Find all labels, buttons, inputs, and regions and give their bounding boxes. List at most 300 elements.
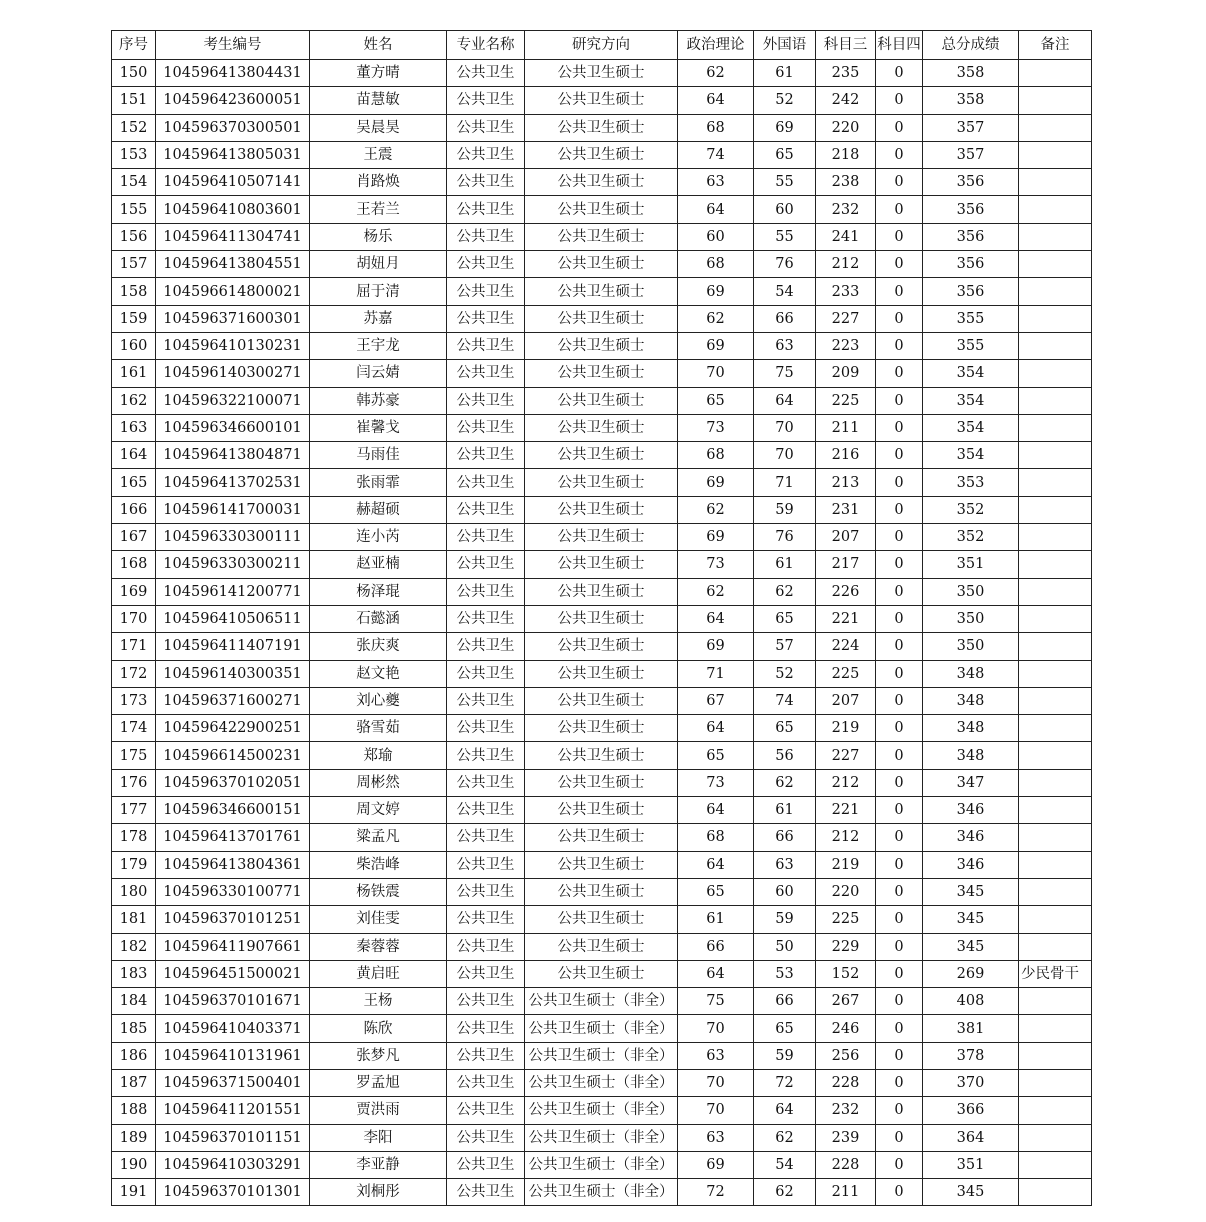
subject-four-score-cell: 0 [876, 305, 923, 332]
candidate-name-cell: 苗慧敏 [310, 87, 447, 114]
subject-three-score-cell: 211 [816, 1179, 876, 1206]
table-row [112, 278, 1092, 305]
subject-four-score-cell: 0 [876, 933, 923, 960]
politics-score-cell: 64 [678, 87, 754, 114]
candidate-name-cell: 胡妞月 [310, 251, 447, 278]
table-row [112, 442, 1092, 469]
subject-four-score-cell: 0 [876, 633, 923, 660]
total-score-cell: 364 [923, 1124, 1019, 1151]
politics-score-cell: 62 [678, 578, 754, 605]
remark-cell [1019, 551, 1092, 578]
serial-number-cell: 150 [112, 60, 156, 87]
politics-score-cell: 65 [678, 742, 754, 769]
remark-cell [1019, 87, 1092, 114]
major-name-cell: 公共卫生 [447, 988, 525, 1015]
major-name-cell: 公共卫生 [447, 1179, 525, 1206]
candidate-id-cell: 104596411407191 [156, 633, 310, 660]
remark-cell [1019, 469, 1092, 496]
research-direction-cell: 公共卫生硕士（非全） [525, 1015, 678, 1042]
serial-number-cell: 166 [112, 496, 156, 523]
subject-three-score-cell: 212 [816, 824, 876, 851]
remark-cell [1019, 1097, 1092, 1124]
politics-score-cell: 67 [678, 687, 754, 714]
major-name-cell: 公共卫生 [447, 1042, 525, 1069]
remark-cell [1019, 414, 1092, 441]
subject-four-score-cell: 0 [876, 360, 923, 387]
research-direction-cell: 公共卫生硕士 [525, 633, 678, 660]
subject-four-score-cell: 0 [876, 851, 923, 878]
subject-four-score-cell: 0 [876, 1042, 923, 1069]
foreign-language-score-cell: 50 [754, 933, 816, 960]
research-direction-cell: 公共卫生硕士 [525, 442, 678, 469]
table-row [112, 1151, 1092, 1178]
header-cell: 专业名称 [447, 31, 525, 60]
header-cell: 序号 [112, 31, 156, 60]
serial-number-cell: 174 [112, 715, 156, 742]
remark-cell [1019, 1179, 1092, 1206]
foreign-language-score-cell: 59 [754, 496, 816, 523]
foreign-language-score-cell: 76 [754, 524, 816, 551]
foreign-language-score-cell: 63 [754, 851, 816, 878]
total-score-cell: 353 [923, 469, 1019, 496]
research-direction-cell: 公共卫生硕士（非全） [525, 1069, 678, 1096]
politics-score-cell: 69 [678, 332, 754, 359]
subject-three-score-cell: 239 [816, 1124, 876, 1151]
subject-four-score-cell: 0 [876, 605, 923, 632]
politics-score-cell: 62 [678, 60, 754, 87]
politics-score-cell: 64 [678, 960, 754, 987]
politics-score-cell: 63 [678, 169, 754, 196]
research-direction-cell: 公共卫生硕士 [525, 196, 678, 223]
total-score-cell: 345 [923, 933, 1019, 960]
total-score-cell: 354 [923, 442, 1019, 469]
subject-three-score-cell: 238 [816, 169, 876, 196]
research-direction-cell: 公共卫生硕士（非全） [525, 988, 678, 1015]
serial-number-cell: 189 [112, 1124, 156, 1151]
candidate-name-cell: 骆雪茹 [310, 715, 447, 742]
table-row [112, 578, 1092, 605]
serial-number-cell: 163 [112, 414, 156, 441]
politics-score-cell: 69 [678, 469, 754, 496]
candidate-name-cell: 王震 [310, 141, 447, 168]
table-row [112, 551, 1092, 578]
politics-score-cell: 65 [678, 878, 754, 905]
foreign-language-score-cell: 62 [754, 769, 816, 796]
candidate-name-cell: 李阳 [310, 1124, 447, 1151]
research-direction-cell: 公共卫生硕士 [525, 141, 678, 168]
serial-number-cell: 151 [112, 87, 156, 114]
foreign-language-score-cell: 53 [754, 960, 816, 987]
subject-four-score-cell: 0 [876, 769, 923, 796]
subject-four-score-cell: 0 [876, 988, 923, 1015]
politics-score-cell: 64 [678, 851, 754, 878]
table-row [112, 141, 1092, 168]
total-score-cell: 358 [923, 60, 1019, 87]
research-direction-cell: 公共卫生硕士 [525, 769, 678, 796]
candidate-id-cell: 104596330300111 [156, 524, 310, 551]
serial-number-cell: 183 [112, 960, 156, 987]
subject-three-score-cell: 242 [816, 87, 876, 114]
candidate-id-cell: 104596330300211 [156, 551, 310, 578]
research-direction-cell: 公共卫生硕士（非全） [525, 1151, 678, 1178]
remark-cell [1019, 660, 1092, 687]
candidate-name-cell: 崔馨戈 [310, 414, 447, 441]
subject-three-score-cell: 227 [816, 742, 876, 769]
politics-score-cell: 64 [678, 797, 754, 824]
subject-four-score-cell: 0 [876, 387, 923, 414]
research-direction-cell: 公共卫生硕士 [525, 605, 678, 632]
candidate-id-cell: 104596140300271 [156, 360, 310, 387]
total-score-cell: 345 [923, 906, 1019, 933]
serial-number-cell: 165 [112, 469, 156, 496]
major-name-cell: 公共卫生 [447, 414, 525, 441]
remark-cell [1019, 114, 1092, 141]
remark-cell [1019, 824, 1092, 851]
foreign-language-score-cell: 64 [754, 1097, 816, 1124]
header-cell: 政治理论 [678, 31, 754, 60]
candidate-id-cell: 104596141700031 [156, 496, 310, 523]
total-score-cell: 352 [923, 496, 1019, 523]
total-score-cell: 381 [923, 1015, 1019, 1042]
score-table [111, 30, 1092, 1206]
total-score-cell: 408 [923, 988, 1019, 1015]
politics-score-cell: 62 [678, 305, 754, 332]
research-direction-cell: 公共卫生硕士（非全） [525, 1097, 678, 1124]
candidate-id-cell: 104596371600271 [156, 687, 310, 714]
major-name-cell: 公共卫生 [447, 169, 525, 196]
candidate-name-cell: 陈欣 [310, 1015, 447, 1042]
research-direction-cell: 公共卫生硕士 [525, 114, 678, 141]
header-row [112, 31, 1092, 60]
candidate-name-cell: 王宇龙 [310, 332, 447, 359]
table-row [112, 169, 1092, 196]
total-score-cell: 356 [923, 196, 1019, 223]
candidate-id-cell: 104596451500021 [156, 960, 310, 987]
serial-number-cell: 176 [112, 769, 156, 796]
candidate-name-cell: 刘桐彤 [310, 1179, 447, 1206]
table-row [112, 906, 1092, 933]
candidate-id-cell: 104596370101301 [156, 1179, 310, 1206]
politics-score-cell: 73 [678, 414, 754, 441]
serial-number-cell: 156 [112, 223, 156, 250]
candidate-name-cell: 杨泽琨 [310, 578, 447, 605]
subject-four-score-cell: 0 [876, 878, 923, 905]
serial-number-cell: 153 [112, 141, 156, 168]
table-row [112, 797, 1092, 824]
foreign-language-score-cell: 66 [754, 305, 816, 332]
candidate-id-cell: 104596413701761 [156, 824, 310, 851]
subject-three-score-cell: 217 [816, 551, 876, 578]
total-score-cell: 357 [923, 141, 1019, 168]
research-direction-cell: 公共卫生硕士 [525, 660, 678, 687]
politics-score-cell: 69 [678, 524, 754, 551]
candidate-id-cell: 104596413804871 [156, 442, 310, 469]
major-name-cell: 公共卫生 [447, 442, 525, 469]
major-name-cell: 公共卫生 [447, 960, 525, 987]
politics-score-cell: 70 [678, 1097, 754, 1124]
candidate-id-cell: 104596346600151 [156, 797, 310, 824]
foreign-language-score-cell: 61 [754, 551, 816, 578]
table-row [112, 660, 1092, 687]
subject-three-score-cell: 246 [816, 1015, 876, 1042]
candidate-name-cell: 黄启旺 [310, 960, 447, 987]
candidate-id-cell: 104596410130231 [156, 332, 310, 359]
foreign-language-score-cell: 69 [754, 114, 816, 141]
serial-number-cell: 185 [112, 1015, 156, 1042]
candidate-id-cell: 104596370101151 [156, 1124, 310, 1151]
candidate-name-cell: 刘佳雯 [310, 906, 447, 933]
subject-four-score-cell: 0 [876, 524, 923, 551]
table-row [112, 960, 1092, 987]
candidate-name-cell: 吴晨昊 [310, 114, 447, 141]
remark-cell [1019, 1124, 1092, 1151]
subject-four-score-cell: 0 [876, 742, 923, 769]
candidate-name-cell: 柴浩峰 [310, 851, 447, 878]
research-direction-cell: 公共卫生硕士 [525, 878, 678, 905]
foreign-language-score-cell: 61 [754, 797, 816, 824]
major-name-cell: 公共卫生 [447, 1069, 525, 1096]
total-score-cell: 348 [923, 687, 1019, 714]
foreign-language-score-cell: 65 [754, 1015, 816, 1042]
politics-score-cell: 70 [678, 360, 754, 387]
candidate-id-cell: 104596410507141 [156, 169, 310, 196]
total-score-cell: 357 [923, 114, 1019, 141]
foreign-language-score-cell: 71 [754, 469, 816, 496]
table-row [112, 715, 1092, 742]
foreign-language-score-cell: 75 [754, 360, 816, 387]
major-name-cell: 公共卫生 [447, 878, 525, 905]
header-cell: 考生编号 [156, 31, 310, 60]
major-name-cell: 公共卫生 [447, 1124, 525, 1151]
politics-score-cell: 75 [678, 988, 754, 1015]
serial-number-cell: 187 [112, 1069, 156, 1096]
subject-three-score-cell: 152 [816, 960, 876, 987]
major-name-cell: 公共卫生 [447, 496, 525, 523]
total-score-cell: 352 [923, 524, 1019, 551]
candidate-id-cell: 104596423600051 [156, 87, 310, 114]
candidate-name-cell: 屈于清 [310, 278, 447, 305]
serial-number-cell: 180 [112, 878, 156, 905]
subject-three-score-cell: 225 [816, 387, 876, 414]
research-direction-cell: 公共卫生硕士 [525, 387, 678, 414]
subject-four-score-cell: 0 [876, 715, 923, 742]
total-score-cell: 378 [923, 1042, 1019, 1069]
total-score-cell: 350 [923, 633, 1019, 660]
politics-score-cell: 73 [678, 551, 754, 578]
subject-three-score-cell: 226 [816, 578, 876, 605]
candidate-name-cell: 杨铁震 [310, 878, 447, 905]
table-body [112, 60, 1092, 1206]
politics-score-cell: 62 [678, 496, 754, 523]
subject-four-score-cell: 0 [876, 797, 923, 824]
politics-score-cell: 65 [678, 387, 754, 414]
table-row [112, 196, 1092, 223]
remark-cell [1019, 223, 1092, 250]
serial-number-cell: 158 [112, 278, 156, 305]
candidate-id-cell: 104596141200771 [156, 578, 310, 605]
table-row [112, 687, 1092, 714]
serial-number-cell: 159 [112, 305, 156, 332]
politics-score-cell: 70 [678, 1015, 754, 1042]
table-row [112, 305, 1092, 332]
subject-four-score-cell: 0 [876, 1151, 923, 1178]
subject-three-score-cell: 232 [816, 1097, 876, 1124]
politics-score-cell: 74 [678, 141, 754, 168]
major-name-cell: 公共卫生 [447, 715, 525, 742]
table-row [112, 1179, 1092, 1206]
foreign-language-score-cell: 60 [754, 878, 816, 905]
remark-cell [1019, 933, 1092, 960]
candidate-name-cell: 周彬然 [310, 769, 447, 796]
candidate-name-cell: 马雨佳 [310, 442, 447, 469]
foreign-language-score-cell: 55 [754, 169, 816, 196]
total-score-cell: 345 [923, 878, 1019, 905]
candidate-name-cell: 赫超硕 [310, 496, 447, 523]
candidate-name-cell: 刘心夔 [310, 687, 447, 714]
subject-four-score-cell: 0 [876, 60, 923, 87]
subject-three-score-cell: 267 [816, 988, 876, 1015]
candidate-name-cell: 韩苏豪 [310, 387, 447, 414]
foreign-language-score-cell: 60 [754, 196, 816, 223]
remark-cell [1019, 687, 1092, 714]
remark-cell [1019, 769, 1092, 796]
subject-three-score-cell: 241 [816, 223, 876, 250]
major-name-cell: 公共卫生 [447, 469, 525, 496]
total-score-cell: 370 [923, 1069, 1019, 1096]
candidate-id-cell: 104596140300351 [156, 660, 310, 687]
subject-four-score-cell: 0 [876, 824, 923, 851]
subject-three-score-cell: 211 [816, 414, 876, 441]
total-score-cell: 356 [923, 278, 1019, 305]
subject-three-score-cell: 227 [816, 305, 876, 332]
candidate-name-cell: 王若兰 [310, 196, 447, 223]
table-row [112, 933, 1092, 960]
major-name-cell: 公共卫生 [447, 660, 525, 687]
foreign-language-score-cell: 57 [754, 633, 816, 660]
total-score-cell: 269 [923, 960, 1019, 987]
remark-cell [1019, 851, 1092, 878]
remark-cell [1019, 169, 1092, 196]
foreign-language-score-cell: 62 [754, 1124, 816, 1151]
subject-three-score-cell: 221 [816, 797, 876, 824]
foreign-language-score-cell: 66 [754, 988, 816, 1015]
politics-score-cell: 64 [678, 715, 754, 742]
header-cell: 研究方向 [525, 31, 678, 60]
research-direction-cell: 公共卫生硕士 [525, 824, 678, 851]
subject-three-score-cell: 219 [816, 851, 876, 878]
subject-four-score-cell: 0 [876, 251, 923, 278]
candidate-id-cell: 104596371600301 [156, 305, 310, 332]
serial-number-cell: 167 [112, 524, 156, 551]
research-direction-cell: 公共卫生硕士 [525, 223, 678, 250]
serial-number-cell: 184 [112, 988, 156, 1015]
remark-cell [1019, 878, 1092, 905]
subject-three-score-cell: 229 [816, 933, 876, 960]
serial-number-cell: 179 [112, 851, 156, 878]
major-name-cell: 公共卫生 [447, 251, 525, 278]
serial-number-cell: 152 [112, 114, 156, 141]
remark-cell [1019, 305, 1092, 332]
remark-cell [1019, 60, 1092, 87]
serial-number-cell: 182 [112, 933, 156, 960]
candidate-name-cell: 周文婷 [310, 797, 447, 824]
foreign-language-score-cell: 64 [754, 387, 816, 414]
candidate-id-cell: 104596370101251 [156, 906, 310, 933]
total-score-cell: 348 [923, 742, 1019, 769]
subject-three-score-cell: 232 [816, 196, 876, 223]
table-row [112, 605, 1092, 632]
foreign-language-score-cell: 65 [754, 141, 816, 168]
subject-four-score-cell: 0 [876, 551, 923, 578]
candidate-id-cell: 104596370101671 [156, 988, 310, 1015]
candidate-name-cell: 杨乐 [310, 223, 447, 250]
remark-cell [1019, 360, 1092, 387]
total-score-cell: 347 [923, 769, 1019, 796]
research-direction-cell: 公共卫生硕士 [525, 933, 678, 960]
candidate-name-cell: 郑瑜 [310, 742, 447, 769]
politics-score-cell: 63 [678, 1042, 754, 1069]
research-direction-cell: 公共卫生硕士 [525, 469, 678, 496]
subject-three-score-cell: 225 [816, 906, 876, 933]
table-row [112, 251, 1092, 278]
subject-four-score-cell: 0 [876, 114, 923, 141]
remark-cell [1019, 797, 1092, 824]
remark-cell [1019, 742, 1092, 769]
major-name-cell: 公共卫生 [447, 1097, 525, 1124]
subject-three-score-cell: 231 [816, 496, 876, 523]
header-cell: 科目四 [876, 31, 923, 60]
major-name-cell: 公共卫生 [447, 687, 525, 714]
politics-score-cell: 60 [678, 223, 754, 250]
candidate-id-cell: 104596370300501 [156, 114, 310, 141]
foreign-language-score-cell: 72 [754, 1069, 816, 1096]
remark-cell [1019, 332, 1092, 359]
subject-four-score-cell: 0 [876, 196, 923, 223]
candidate-id-cell: 104596370102051 [156, 769, 310, 796]
remark-cell [1019, 1069, 1092, 1096]
total-score-cell: 356 [923, 251, 1019, 278]
total-score-cell: 356 [923, 169, 1019, 196]
candidate-id-cell: 104596410303291 [156, 1151, 310, 1178]
table-row [112, 878, 1092, 905]
foreign-language-score-cell: 52 [754, 660, 816, 687]
research-direction-cell: 公共卫生硕士 [525, 332, 678, 359]
candidate-name-cell: 赵文艳 [310, 660, 447, 687]
table-row [112, 524, 1092, 551]
research-direction-cell: 公共卫生硕士 [525, 906, 678, 933]
major-name-cell: 公共卫生 [447, 797, 525, 824]
candidate-id-cell: 104596411304741 [156, 223, 310, 250]
candidate-name-cell: 赵亚楠 [310, 551, 447, 578]
research-direction-cell: 公共卫生硕士 [525, 305, 678, 332]
serial-number-cell: 172 [112, 660, 156, 687]
major-name-cell: 公共卫生 [447, 141, 525, 168]
subject-three-score-cell: 209 [816, 360, 876, 387]
foreign-language-score-cell: 65 [754, 715, 816, 742]
candidate-id-cell: 104596411907661 [156, 933, 310, 960]
remark-cell [1019, 906, 1092, 933]
candidate-name-cell: 秦蓉蓉 [310, 933, 447, 960]
candidate-id-cell: 104596410131961 [156, 1042, 310, 1069]
total-score-cell: 345 [923, 1179, 1019, 1206]
remark-cell [1019, 578, 1092, 605]
total-score-cell: 350 [923, 578, 1019, 605]
total-score-cell: 346 [923, 797, 1019, 824]
total-score-cell: 346 [923, 851, 1019, 878]
major-name-cell: 公共卫生 [447, 551, 525, 578]
foreign-language-score-cell: 59 [754, 906, 816, 933]
candidate-id-cell: 104596413702531 [156, 469, 310, 496]
